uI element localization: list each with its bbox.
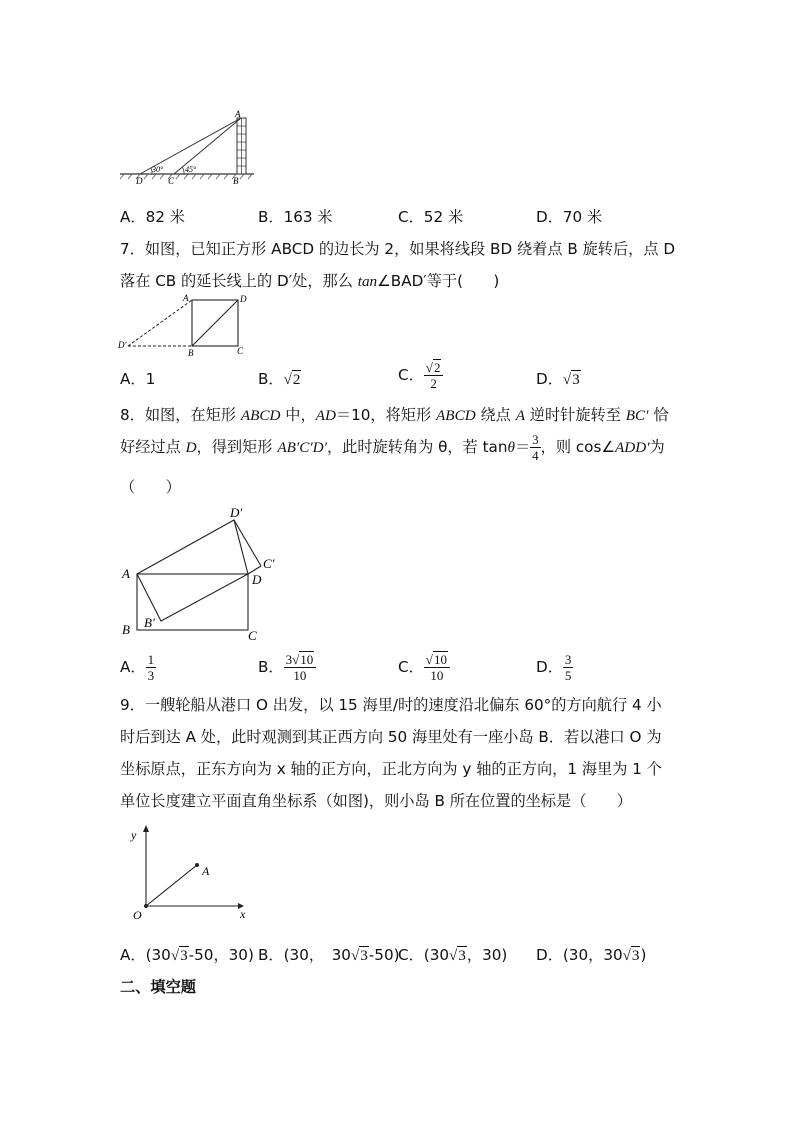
q8-label-Bprime: B′ — [144, 615, 155, 630]
q8-option-d — [536, 652, 573, 683]
q9-text-line2: 时后到达 A 处，此时观测到其正西方向 50 海里处有一座小岛 B．若以港口 O 为 — [120, 728, 662, 746]
q7-option-c — [398, 360, 443, 391]
q8-option-c-label: C． — [398, 658, 424, 676]
q8-option-d-fraction — [563, 652, 574, 683]
q9-text-line1: 9．一艘轮船从港口 O 出发，以 15 海里/时的速度沿北偏东 60°的方向航行 4 小 — [120, 696, 662, 714]
q9-option-b: B．(30， 30√3-50) — [258, 946, 400, 964]
section-heading-fill-blank: 二、填空题 — [120, 978, 196, 996]
q7-option-b-label: B． — [258, 370, 284, 388]
q8-option-b — [258, 652, 316, 683]
q7-text-line2 — [120, 270, 499, 291]
q8-option-a-den: 3 — [147, 668, 155, 683]
q8-text-line2 — [120, 432, 665, 463]
q8-l1-bc: BC′ — [625, 407, 649, 424]
q8-option-d-num: 3 — [564, 652, 572, 667]
q8-l2-a: 好经过点 — [120, 438, 186, 456]
q9-text-line3: 坐标原点，正东方向为 x 轴的正方向，正北方向为 y 轴的正方向，1 海里为 1 个 — [120, 760, 662, 778]
q8-l2-eq: ＝ — [514, 438, 531, 456]
q8-label-D: D — [252, 572, 262, 587]
q9-figure — [118, 822, 253, 922]
q7-option-c-label: C． — [398, 366, 424, 384]
q8-l2-add: ADD′ — [615, 439, 650, 456]
q8-l2-fraction — [530, 432, 541, 463]
q8-option-a-num: 1 — [147, 652, 155, 667]
q9-label-y: y — [131, 828, 137, 842]
q8-l1-ad: AD — [315, 407, 336, 424]
q8-l2-d: ，则 cos∠ — [540, 438, 615, 456]
q7-figure — [116, 292, 256, 358]
q8-l1-e: 逆时针旋转至 — [524, 406, 626, 424]
q6-option-b: B．163 米 — [258, 208, 333, 226]
q8-l2-c: ，此时旋转角为 θ，若 tan — [326, 438, 508, 456]
q7-line2-b: ∠BAD′等于( ) — [377, 272, 500, 290]
q7-option-d-label: D． — [536, 370, 563, 388]
q8-figure — [116, 500, 296, 646]
q7-option-d-sqrt: √3 — [562, 371, 580, 388]
q6-option-a: A．82 米 — [120, 208, 185, 226]
q8-option-a — [120, 652, 156, 683]
q8-label-Cprime: C′ — [263, 556, 275, 571]
q7-label-A: A — [183, 293, 189, 303]
q8-l2-den: 4 — [532, 448, 539, 463]
q6-angle-30: 30° — [152, 165, 164, 174]
q7-option-b-sqrt: √2 — [283, 371, 301, 388]
q9-option-a-part1: A．(30 — [120, 946, 171, 964]
q7-line2-tan: tan — [357, 273, 378, 290]
q9-label-O: O — [133, 908, 142, 922]
q9-option-a-radicand: 3 — [180, 947, 188, 964]
q8-label-C: C — [248, 628, 257, 643]
q8-l1-A: A — [515, 407, 525, 424]
q8-option-b-radicand: 10 — [300, 652, 314, 667]
q9-option-d-radicand: 3 — [631, 947, 640, 964]
q8-l2-num: 3 — [532, 432, 539, 447]
q8-label-B: B — [122, 622, 130, 637]
q9-option-d: D．(30，30√3) — [536, 946, 647, 964]
q8-text-line1 — [120, 404, 669, 425]
q7-option-a: A．1 — [120, 370, 156, 388]
q8-l2-D: D — [185, 439, 197, 456]
q8-label-Dprime: D′ — [230, 505, 243, 520]
q7-option-c-fraction: $\frac{√2}{2}$ — [424, 360, 444, 391]
q8-text-line3: （ ） — [120, 478, 181, 496]
q9-option-b-radicand: 3 — [360, 947, 368, 964]
q8-l2-rect: AB′C′D′ — [277, 439, 327, 456]
q9-option-b-part2: -50) — [368, 946, 400, 964]
q9-option-a: A．(30√3-50，30) — [120, 946, 254, 964]
q7-label-Dprime: D′ — [118, 340, 127, 350]
q6-angle-45: 45° — [185, 165, 197, 174]
q9-option-d-part1: D．(30，30 — [536, 946, 623, 964]
q6-figure — [118, 108, 258, 186]
q8-option-c-den: 10 — [430, 668, 444, 683]
q7-option-d — [536, 368, 581, 389]
q8-option-c-fraction: $\frac{√10}{10}$ — [424, 652, 450, 683]
q8-option-a-label: A． — [120, 658, 146, 676]
q9-option-c-radicand: 3 — [458, 947, 466, 964]
q6-label-B: B — [233, 176, 239, 186]
q8-option-d-den: 5 — [564, 668, 572, 683]
q8-l1-c: ＝10，将矩形 — [335, 406, 437, 424]
q8-option-c — [398, 652, 450, 683]
q9-option-b-part1: B．(30， 30 — [258, 946, 351, 964]
q8-l2-b: ，得到矩形 — [196, 438, 278, 456]
q7-option-d-radicand: 3 — [572, 371, 580, 388]
q7-label-C: C — [237, 346, 244, 356]
q7-option-b — [258, 368, 301, 389]
q9-text-line4: 单位长度建立平面直角坐标系（如图)，则小岛 B 所在位置的坐标是（ ） — [120, 792, 632, 810]
q8-l2-theta: θ — [507, 439, 515, 456]
q6-label-C: C — [168, 176, 175, 186]
q8-option-c-radicand: 10 — [433, 652, 447, 667]
q7-option-c-denominator: 2 — [430, 376, 437, 391]
q8-option-b-fraction: $\frac{3√10}{10}$ — [284, 652, 317, 683]
q9-option-c: C．(30√3，30) — [398, 946, 508, 964]
q9-option-a-part2: -50，30) — [188, 946, 254, 964]
q9-option-c-part2: ，30) — [466, 946, 508, 964]
q8-option-d-label: D． — [536, 658, 563, 676]
q6-label-D: D — [136, 176, 143, 186]
q9-option-d-part2: ) — [640, 946, 647, 964]
q8-option-b-den: 10 — [293, 668, 307, 683]
q7-label-D: D — [240, 294, 247, 304]
q9-option-c-part1: C．(30 — [398, 946, 450, 964]
q8-l1-abcd: ABCD — [240, 407, 281, 424]
q7-label-B: B — [188, 348, 194, 358]
q7-option-c-numerator: 2 — [433, 360, 441, 375]
q7-text-line1: 7．如图，已知正方形 ABCD 的边长为 2，如果将线段 BD 绕着点 B 旋转后，点 D — [120, 240, 676, 258]
q8-option-a-fraction — [146, 652, 157, 683]
q8-l1-f: 恰 — [648, 406, 669, 424]
q7-option-b-radicand: 2 — [292, 371, 301, 388]
q8-l2-e: 为 — [649, 438, 665, 456]
q8-option-b-label: B． — [258, 658, 284, 676]
q8-option-b-coef: 3 — [285, 652, 293, 667]
q9-label-x: x — [240, 907, 246, 921]
q6-label-A: A — [235, 109, 241, 119]
q6-option-d: D．70 米 — [536, 208, 603, 226]
q8-l1-d: 绕点 — [475, 406, 516, 424]
q9-label-A: A — [202, 864, 210, 878]
q8-l1-b: 中， — [280, 406, 316, 424]
q8-label-A: A — [122, 566, 130, 581]
q6-option-c: C．52 米 — [398, 208, 464, 226]
q8-l1-abcd2: ABCD — [436, 407, 476, 424]
q7-line2-a: 落在 CB 的延长线上的 D′处，那么 — [120, 272, 358, 290]
q8-l1-a: 8．如图，在矩形 — [120, 406, 241, 424]
